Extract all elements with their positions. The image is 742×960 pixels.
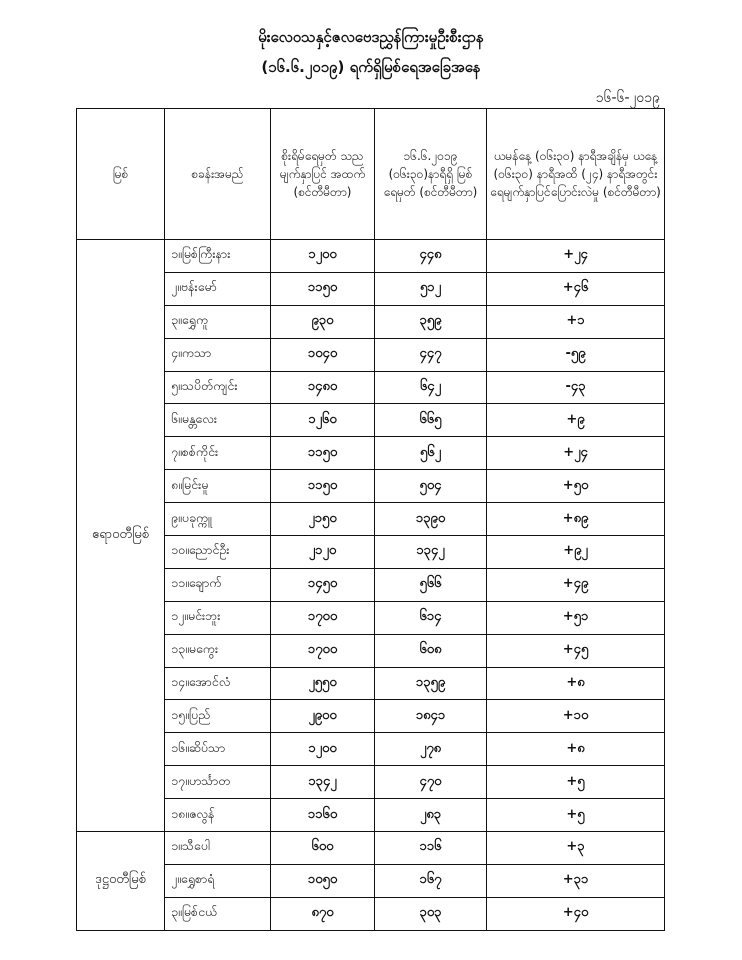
station-cell: ၁၇။ဟင်္သာတ: [165, 766, 271, 799]
danger-level-cell: ၂၁၅၀: [271, 503, 375, 536]
danger-level-cell: ၁၃၄၂: [271, 766, 375, 799]
change-cell: -၅၉: [487, 338, 665, 371]
danger-level-cell: ၁၂၆၀: [271, 404, 375, 437]
table-row: [77, 766, 665, 799]
table-row: [77, 700, 665, 733]
station-cell: ၃။ရွှေကူ: [165, 305, 271, 338]
station-cell: ၁၆။ဆိပ်သာ: [165, 733, 271, 766]
station-cell: ၄။ကသာ: [165, 338, 271, 371]
change-cell: +၄၀: [487, 897, 665, 930]
header-water-level: ၁၆.၆.၂၀၁၉ (၀၆း၃၀)နာရီရှိ မြစ်ရေမှတ် (စင်တီမီတာ): [375, 109, 487, 240]
danger-level-cell: ၉၃၀: [271, 305, 375, 338]
change-cell: +၅၀: [487, 470, 665, 503]
station-cell: ၁၄။အောင်လံ: [165, 667, 271, 700]
change-cell: +၅: [487, 799, 665, 832]
station-cell: ၂။ဗန်းမော်: [165, 272, 271, 305]
change-cell: +၃၁: [487, 864, 665, 897]
danger-level-cell: ၁၇၀၀: [271, 634, 375, 667]
table-header-row: [77, 109, 665, 240]
table-row: [77, 667, 665, 700]
danger-level-cell: ၁၄၈၀: [271, 371, 375, 404]
table-row: [77, 536, 665, 569]
water-level-cell: ၆၁၄: [375, 601, 487, 634]
water-level-cell: ၅၁၂: [375, 272, 487, 305]
table-row: [77, 601, 665, 634]
water-level-cell: ၁၃၅၉: [375, 667, 487, 700]
water-level-cell: ၂၇၈: [375, 733, 487, 766]
water-level-cell: ၅၀၄: [375, 470, 487, 503]
change-cell: +၈၉: [487, 503, 665, 536]
document-subtitle: (၁၆.၆.၂၀၁၉) ရက်ရှိမြစ်ရေအခြေအနေ: [261, 58, 481, 76]
water-level-cell: ၄၄၇: [375, 338, 487, 371]
header-danger-level: စိုးရိမ်ရေမှတ် သည မျက်နှာပြင် အထက် (စင်တီမီတာ): [271, 109, 375, 240]
station-cell: ၆။မန္တလေး: [165, 404, 271, 437]
table-row: [77, 897, 665, 930]
danger-level-cell: ၂၅၅၀: [271, 667, 375, 700]
table-row: [77, 305, 665, 338]
danger-level-cell: ၁၁၆၀: [271, 799, 375, 832]
change-cell: +၄၆: [487, 272, 665, 305]
water-level-cell: ၄၄၈: [375, 240, 487, 273]
change-cell: +၉: [487, 404, 665, 437]
water-level-cell: ၅၆၂: [375, 437, 487, 470]
station-cell: ၁။သီပေါ: [165, 832, 271, 865]
document-title: မိုးလေဝသနှင့်ဇလဗေဒညွှန်ကြားမှုဦးစီးဌာန: [258, 28, 484, 46]
water-level-cell: ၆၆၅: [375, 404, 487, 437]
water-level-cell: ၆၀၈: [375, 634, 487, 667]
table-row: [77, 568, 665, 601]
station-cell: ၁။မြစ်ကြီးနား: [165, 240, 271, 273]
report-date: ၁၆-၆-၂၀၁၉: [595, 90, 660, 106]
danger-level-cell: ၁၇၀၀: [271, 601, 375, 634]
table-row: [77, 240, 665, 273]
station-cell: ၅။သပိတ်ကျင်း: [165, 371, 271, 404]
table-body: [77, 240, 665, 931]
station-cell: ၉။ပခုက္ကူ: [165, 503, 271, 536]
table-row: [77, 437, 665, 470]
station-cell: ၁၂။မင်းဘူး: [165, 601, 271, 634]
table-row: [77, 470, 665, 503]
water-level-cell: ၁၁၆: [375, 832, 487, 865]
station-cell: ၁၅။ပြည်: [165, 700, 271, 733]
river-level-table: [76, 108, 665, 931]
station-cell: ၁၈။ဇလွန်: [165, 799, 271, 832]
water-level-cell: ၁၃၉၀: [375, 503, 487, 536]
station-cell: ၁၀။ညောင်ဦး: [165, 536, 271, 569]
danger-level-cell: ၂၁၂၀: [271, 536, 375, 569]
change-cell: +၂၄: [487, 240, 665, 273]
change-cell: +၉၂: [487, 536, 665, 569]
danger-level-cell: ၁၀၄၀: [271, 338, 375, 371]
table-row: [77, 832, 665, 865]
danger-level-cell: ၁၄၅၀: [271, 568, 375, 601]
change-cell: +၂၄: [487, 437, 665, 470]
change-cell: +၃: [487, 832, 665, 865]
danger-level-cell: ၁၂၀၀: [271, 733, 375, 766]
river-name-cell: ဧရာဝတီမြစ်: [77, 240, 165, 832]
station-cell: ၈။မြင်းမူ: [165, 470, 271, 503]
table-row: [77, 338, 665, 371]
table-row: [77, 272, 665, 305]
header-river: မြစ်: [77, 109, 165, 240]
station-cell: ၁၃။မကွေး: [165, 634, 271, 667]
station-cell: ၇။စစ်ကိုင်း: [165, 437, 271, 470]
water-level-cell: ၆၄၂: [375, 371, 487, 404]
water-level-cell: ၅၆၆: [375, 568, 487, 601]
header-change: ယမန်နေ့ (၀၆း၃၀) နာရီအချိန်မှ ယနေ့ (၀၆း၃၀) နာရီအထိ (၂၄) နာရီအတွင်း ရေမျက်နှာပြင်ပြောင်းလဲမှု (စင်တီမီတာ): [487, 109, 665, 240]
water-level-cell: ၁၆၇: [375, 864, 487, 897]
station-cell: ၂။ရွှေစာရံ: [165, 864, 271, 897]
danger-level-cell: ၆၀၀: [271, 832, 375, 865]
danger-level-cell: ၁၁၅၀: [271, 437, 375, 470]
change-cell: +၄၉: [487, 568, 665, 601]
table-row: [77, 634, 665, 667]
change-cell: +၄၅: [487, 634, 665, 667]
danger-level-cell: ၁၁၅၀: [271, 470, 375, 503]
change-cell: +၁၀: [487, 700, 665, 733]
danger-level-cell: ၈၇၀: [271, 897, 375, 930]
change-cell: +၅၁: [487, 601, 665, 634]
station-cell: ၁၁။ချောက်: [165, 568, 271, 601]
danger-level-cell: ၂၉၀၀: [271, 700, 375, 733]
table-row: [77, 733, 665, 766]
table-row: [77, 799, 665, 832]
change-cell: +၈: [487, 667, 665, 700]
table-row: [77, 503, 665, 536]
change-cell: +၈: [487, 733, 665, 766]
river-name-cell: ဒုဋ္ဌဝတီမြစ်: [77, 832, 165, 931]
water-level-cell: ၄၇၀: [375, 766, 487, 799]
header-station: စခန်းအမည်: [165, 109, 271, 240]
danger-level-cell: ၁၂၀၀: [271, 240, 375, 273]
change-cell: +၅: [487, 766, 665, 799]
table-row: [77, 404, 665, 437]
table-row: [77, 371, 665, 404]
water-level-cell: ၁၈၄၁: [375, 700, 487, 733]
change-cell: +၁: [487, 305, 665, 338]
danger-level-cell: ၁၀၅၀: [271, 864, 375, 897]
change-cell: -၄၃: [487, 371, 665, 404]
water-level-cell: ၁၃၄၂: [375, 536, 487, 569]
table-row: [77, 864, 665, 897]
danger-level-cell: ၁၁၅၀: [271, 272, 375, 305]
water-level-cell: ၃၅၉: [375, 305, 487, 338]
station-cell: ၃။မြစ်ငယ်: [165, 897, 271, 930]
water-level-cell: ၂၈၃: [375, 799, 487, 832]
water-level-cell: ၃၀၃: [375, 897, 487, 930]
